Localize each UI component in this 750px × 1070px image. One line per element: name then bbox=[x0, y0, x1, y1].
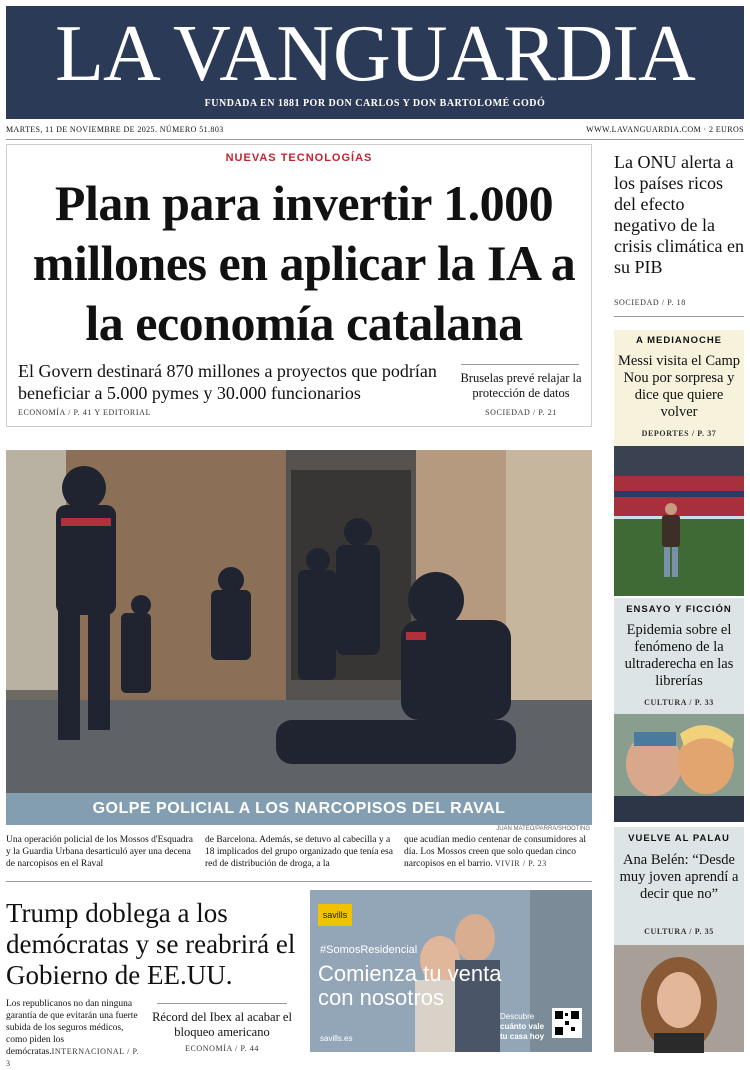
raid-col3 bbox=[404, 834, 592, 870]
dateline bbox=[6, 125, 744, 139]
messi-section: DEPORTES / P. 37 bbox=[641, 429, 717, 438]
belen-section: CULTURA / P. 35 bbox=[644, 927, 714, 936]
raid-col1: Una operación policial de los Mossos d'Esquadra y la Guardia Urbana desarticuló ayer una decena de narcopisos en el Raval bbox=[6, 835, 193, 869]
qr-pattern bbox=[555, 1011, 579, 1035]
trump-side-section: ECONOMÍA / P. 44 bbox=[184, 1044, 260, 1053]
lead-subhead: El Govern destinará 870 millones a proyectos que podrían beneficiar a 5.000 pymes y 30.000 funcionarios bbox=[18, 361, 437, 403]
ad-tag: #SomosResidencial bbox=[320, 944, 418, 956]
qr-code-icon[interactable] bbox=[552, 1008, 582, 1038]
savills-logo: savills bbox=[318, 904, 352, 926]
raid-col3-section: VIVIR / P. 23 bbox=[495, 859, 547, 868]
raid-caption[interactable]: GOLPE POLICIAL A LOS NARCOPISOS DEL RAVAL bbox=[6, 793, 592, 825]
portrait-illustration bbox=[614, 945, 744, 1052]
newspaper-logo: LA VANGUARDIA bbox=[55, 10, 695, 98]
belen-label: VUELVE AL PALAU bbox=[628, 833, 730, 844]
onu-headline[interactable]: La ONU alerta a los países ricos del efecto negativo de la crisis climática en su PIB bbox=[614, 152, 744, 277]
belen-text[interactable]: Ana Belén: “Desde muy joven aprendí a decir que no” bbox=[619, 852, 739, 902]
messi-label: A MEDIANOCHE bbox=[635, 335, 723, 346]
epidemia-section: CULTURA / P. 33 bbox=[644, 698, 714, 707]
issue-date: MARTES, 11 DE NOVIEMBRE DE 2025. NÚMERO 51.803 bbox=[6, 125, 224, 134]
ad-cta-2: cuánto vale bbox=[500, 1022, 545, 1031]
lead-side-rule bbox=[461, 364, 579, 365]
lead-headline[interactable]: Plan para invertir 1.000 millones en aplicar la IA a la economía catalana bbox=[32, 175, 576, 351]
bottom-rule bbox=[6, 881, 592, 882]
stadium-illustration bbox=[614, 446, 744, 596]
ad-url[interactable]: savills.es bbox=[320, 1034, 353, 1043]
trump-body bbox=[6, 998, 146, 1070]
savills-ad[interactable] bbox=[310, 890, 592, 1052]
belen-photo bbox=[614, 945, 744, 1052]
ad-line1: Comienza tu venta bbox=[318, 961, 502, 986]
website-price: WWW.LAVANGUARDIA.COM · 2 EUROS bbox=[586, 125, 744, 134]
raid-photo bbox=[6, 450, 592, 793]
raid-col2: de Barcelona. Además, se detuvo al cabecilla y a 18 implicados del grupo organizado que tenía esa red de distribución de droga, a la bbox=[205, 835, 393, 869]
trump-side-text[interactable]: Récord del Ibex al acabar el bloqueo americano bbox=[152, 1010, 292, 1039]
epidemia-text[interactable]: Epidemia sobre el fenómeno de la ultraderecha en las librerías bbox=[624, 622, 734, 689]
police-raid-illustration bbox=[6, 450, 592, 793]
ad-cta-1: Descubre bbox=[500, 1012, 535, 1021]
ad-cta-3: tu casa hoy bbox=[500, 1032, 545, 1041]
mural-illustration bbox=[614, 714, 744, 822]
lead-kicker: NUEVAS TECNOLOGÍAS bbox=[225, 152, 373, 164]
masthead bbox=[6, 6, 744, 119]
onu-rule bbox=[614, 316, 744, 317]
trump-headline[interactable]: Trump doblega a los demócratas y se reabrirá el Gobierno de EE.UU. bbox=[6, 898, 296, 990]
ad-cta bbox=[500, 1012, 544, 1042]
trump-section: INTERNACIONAL / P. 3 bbox=[6, 1047, 140, 1068]
lead-side-section: SOCIEDAD / P. 21 bbox=[485, 408, 557, 417]
messi-photo bbox=[614, 446, 744, 596]
trump-body-text: Los republicanos no dan ninguna garantía de que evitarán una fuerte subida de los seguros médicos, como piden los demócratas. bbox=[6, 999, 138, 1057]
epidemia-label: ENSAYO Y FICCIÓN bbox=[626, 604, 732, 615]
mural-photo bbox=[614, 714, 744, 822]
ad-line2: con nosotros bbox=[318, 985, 444, 1010]
raid-col3-text: que acudían medio centenar de consumidores al día. Los Mossos creen que solo quedan cinco narcopisos en el barrio. bbox=[404, 835, 587, 869]
messi-text[interactable]: Messi visita el Camp Nou por sorpresa y dice que quiere volver bbox=[617, 353, 741, 420]
photo-credit: JUAN MATEO/PARRA/SHOOTING bbox=[496, 826, 590, 832]
onu-section: SOCIEDAD / P. 18 bbox=[614, 298, 686, 307]
lead-side-text[interactable]: Bruselas prevé relajar la protección de datos bbox=[460, 371, 582, 400]
lead-section: ECONOMÍA / P. 41 Y EDITORIAL bbox=[18, 408, 151, 417]
founded-line: FUNDADA EN 1881 POR DON CARLOS Y DON BARTOLOMÉ GODÓ bbox=[204, 98, 546, 109]
dateline-rule bbox=[6, 139, 744, 140]
trump-side-rule bbox=[157, 1003, 287, 1004]
